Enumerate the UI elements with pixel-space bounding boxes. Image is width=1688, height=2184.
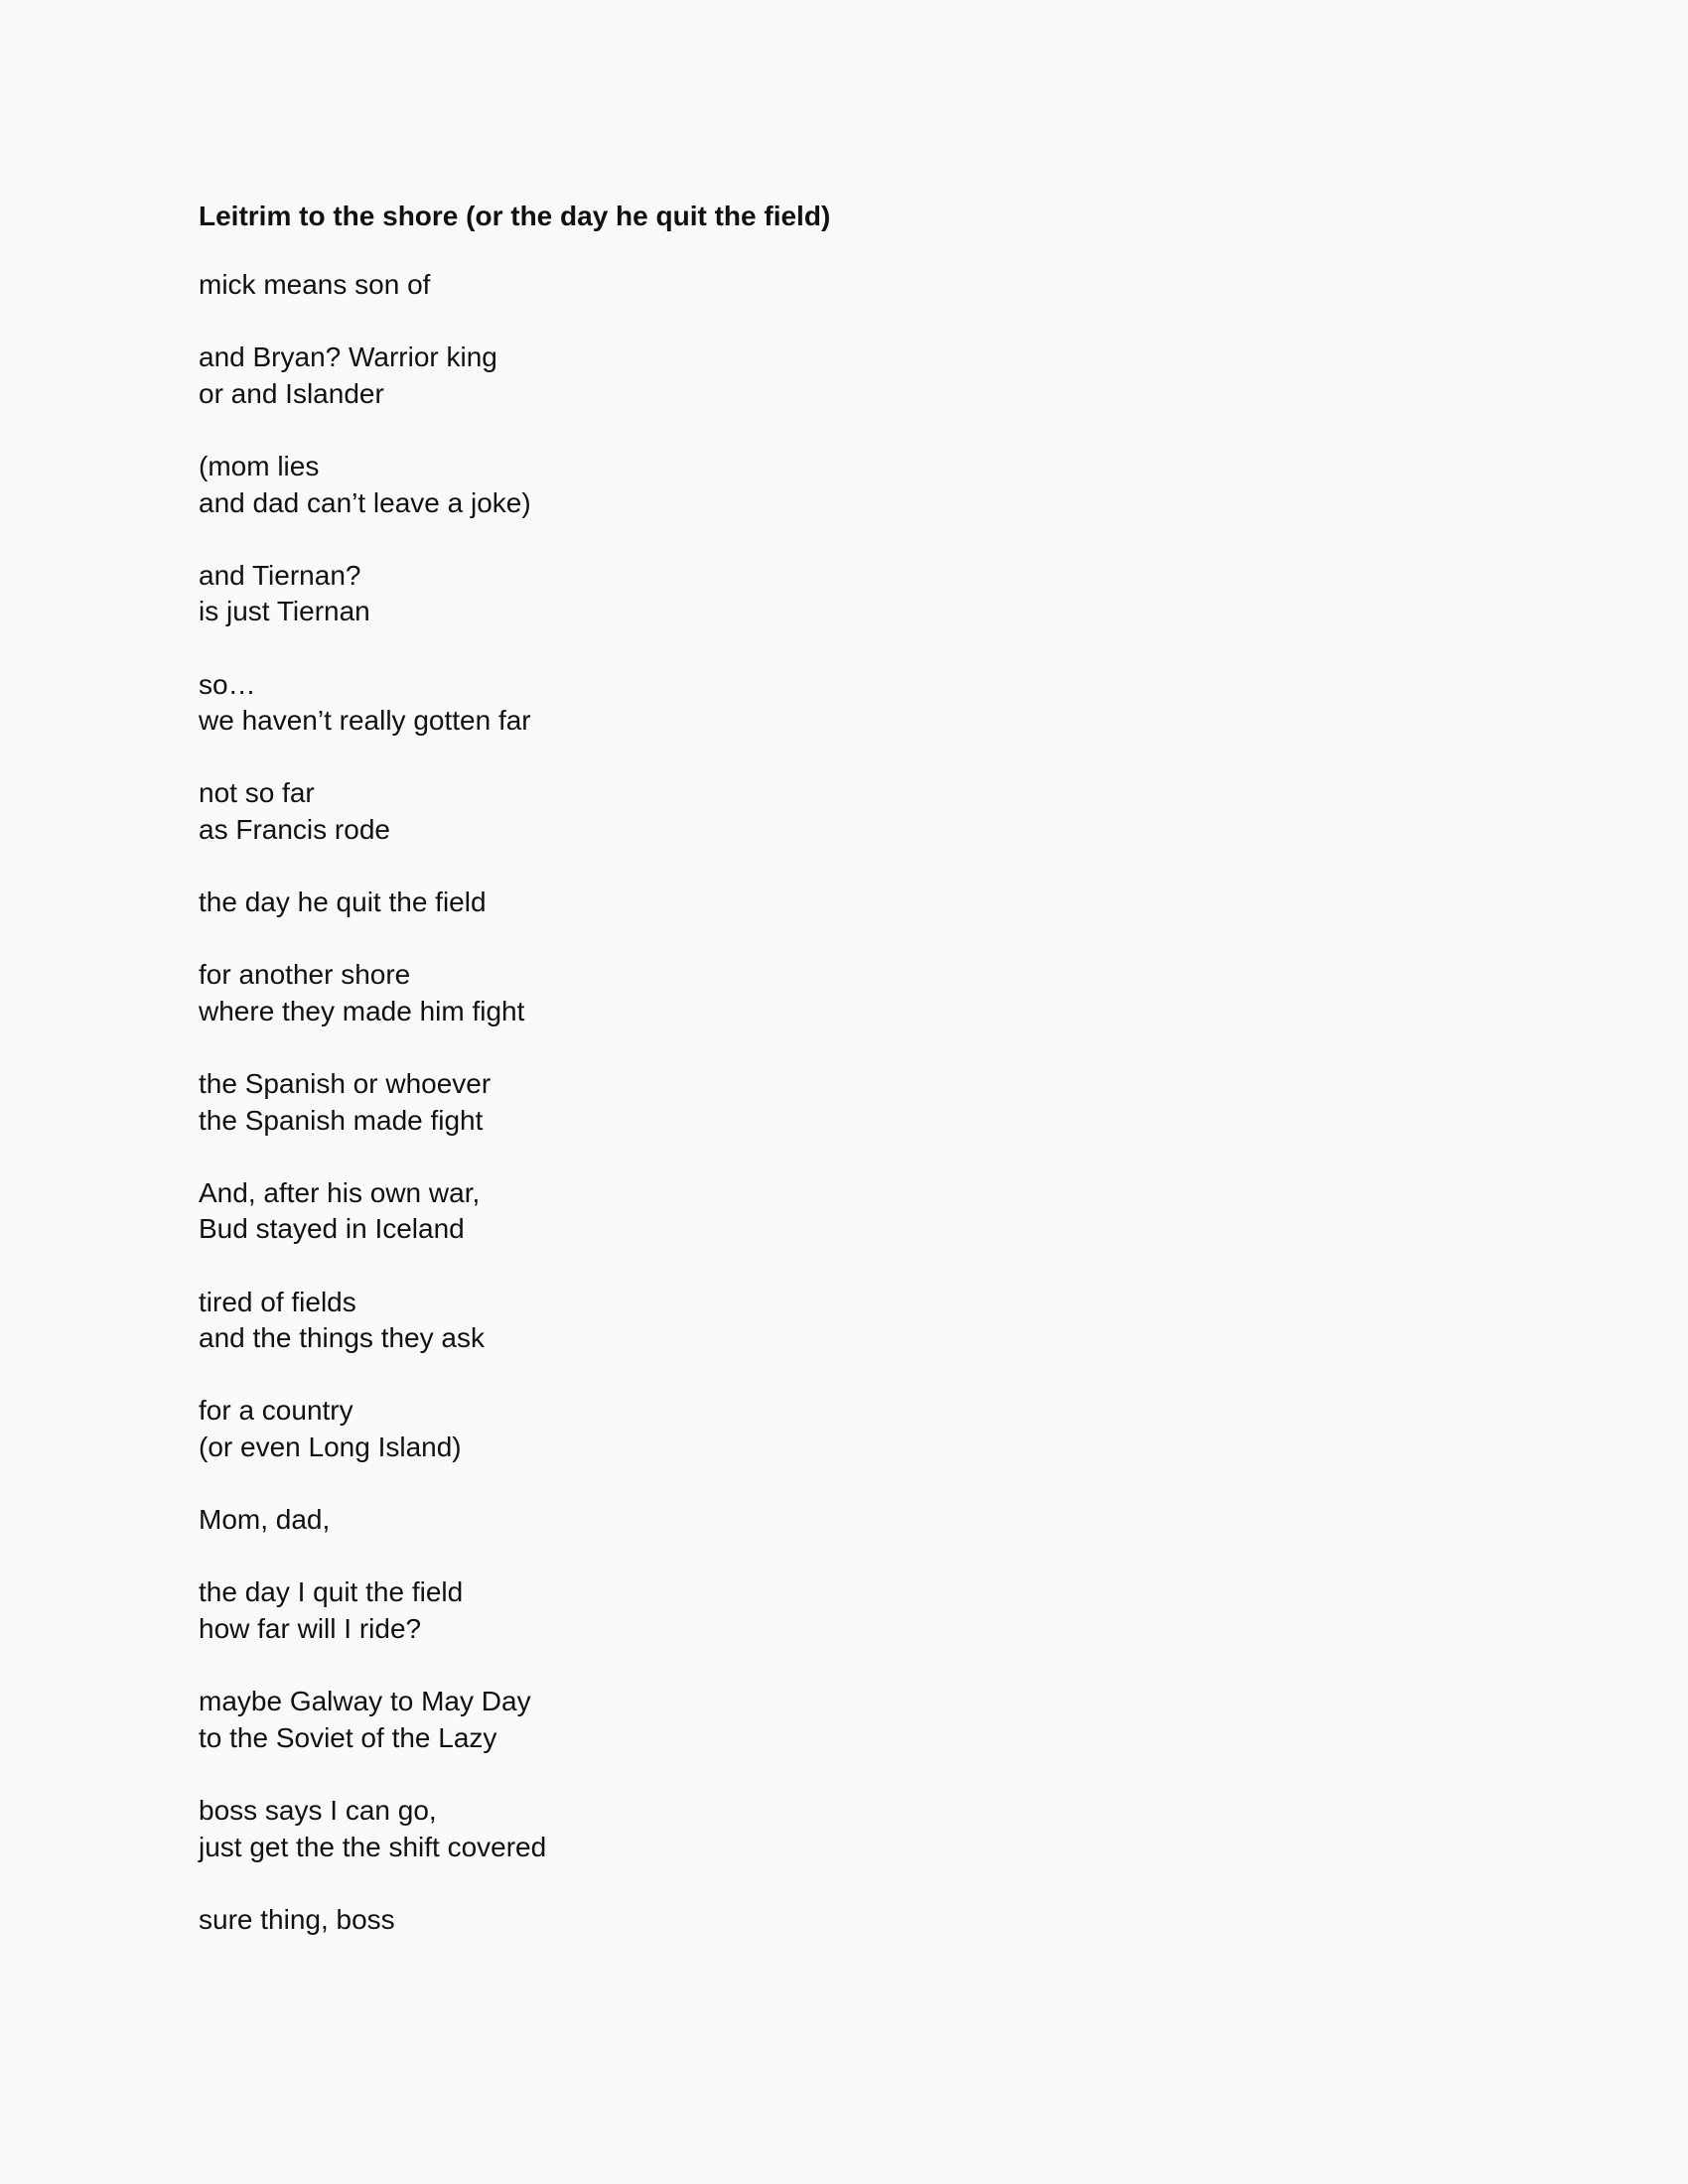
poem-line: to the Soviet of the Lazy — [199, 1721, 497, 1753]
poem-line: mick means son of — [199, 269, 431, 300]
stanza — [199, 957, 1489, 1029]
poem-line: as Francis rode — [199, 813, 390, 845]
stanza — [199, 885, 1489, 921]
poem-line: and dad can’t leave a joke) — [199, 486, 531, 518]
stanza — [199, 1393, 1489, 1465]
stanza — [199, 1502, 1489, 1539]
stanza — [199, 1066, 1489, 1139]
poem-line: Mom, dad, — [199, 1504, 331, 1536]
stanza — [199, 449, 1489, 521]
poem-line: boss says I can go, — [199, 1794, 437, 1826]
stanza — [199, 558, 1489, 630]
poem-line: (or even Long Island) — [199, 1432, 462, 1462]
poem-line: we haven’t really gotten far — [199, 705, 531, 737]
document-page — [199, 195, 1489, 1975]
poem-body — [199, 267, 1489, 1938]
poem-line: or and Islander — [199, 377, 384, 409]
poem-line: the Spanish or whoever — [199, 1068, 492, 1100]
poem-line: how far will I ride? — [199, 1612, 422, 1644]
poem-line: the day he quit the field — [199, 887, 487, 918]
stanza — [199, 1902, 1489, 1939]
stanza — [199, 775, 1489, 848]
poem-line: for a country — [199, 1395, 353, 1427]
poem-line: the Spanish made fight — [199, 1104, 484, 1136]
poem-line: where they made him fight — [199, 995, 525, 1026]
stanza — [199, 667, 1489, 740]
stanza — [199, 340, 1489, 412]
poem-line: maybe Galway to May Day — [199, 1686, 531, 1717]
stanza — [199, 1574, 1489, 1647]
stanza — [199, 1175, 1489, 1248]
poem-line: so… — [199, 668, 256, 700]
poem-line: sure thing, boss — [199, 1903, 395, 1935]
poem-line: And, after his own war, — [199, 1176, 481, 1208]
poem-line: (mom lies — [199, 450, 320, 481]
poem-line: just get the the shift covered — [199, 1831, 547, 1862]
poem-line: Bud stayed in Iceland — [199, 1213, 465, 1245]
stanza — [199, 267, 1489, 304]
stanza — [199, 1285, 1489, 1357]
poem-line: the day I quit the field — [199, 1576, 464, 1608]
stanza — [199, 1793, 1489, 1865]
poem-line: is just Tiernan — [199, 596, 370, 627]
stanza — [199, 1684, 1489, 1756]
poem-line: and Bryan? Warrior king — [199, 341, 497, 373]
poem-line: for another shore — [199, 959, 411, 991]
poem-line: and the things they ask — [199, 1322, 485, 1354]
poem-line: not so far — [199, 777, 315, 809]
poem-line: tired of fields — [199, 1286, 356, 1317]
poem-title: Leitrim to the shore (or the day he quit the field) — [199, 201, 831, 231]
poem-line: and Tiernan? — [199, 559, 361, 591]
